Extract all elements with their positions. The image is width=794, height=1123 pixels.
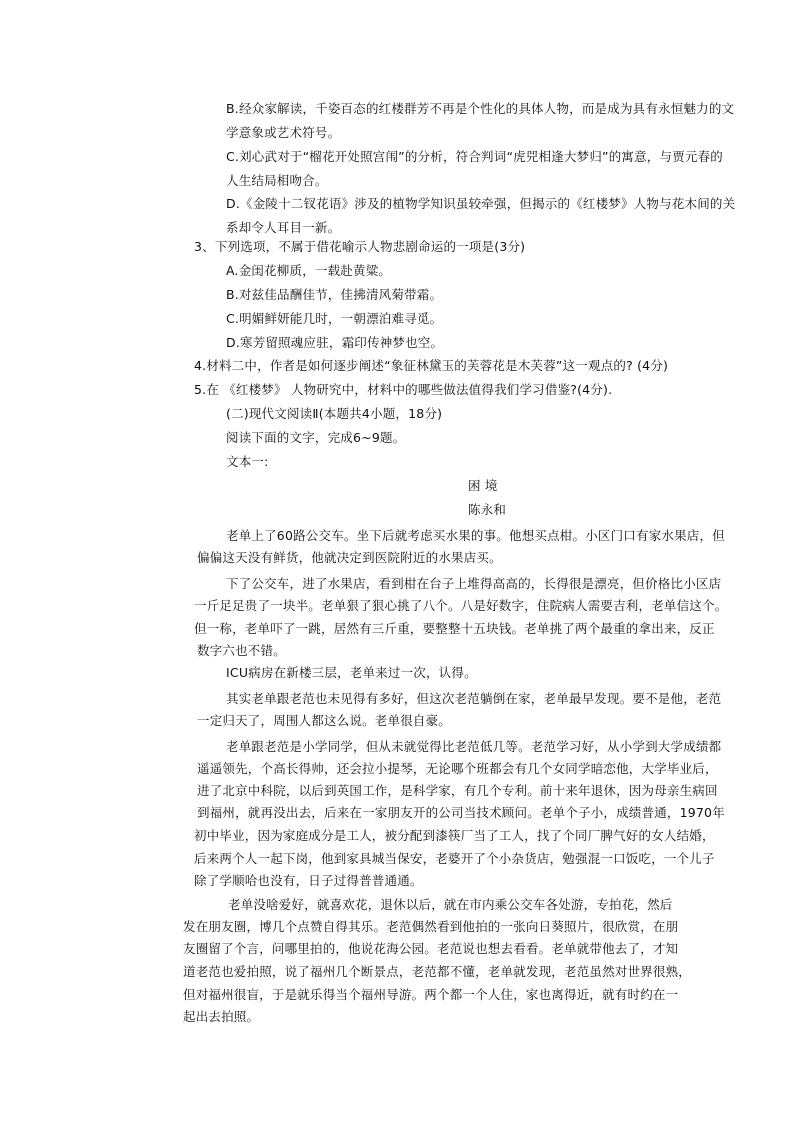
story-paragraph-3: ICU病房在新楼三层，老单来过一次，认得。 (226, 665, 477, 680)
section-heading: (二)现代文阅读Ⅱ(本题共4小题，18分) (226, 406, 443, 421)
story-paragraph-6-line-5: 但对福州很盲，于是就乐得当个福州导游。两个都一个人住，家也离得近，就有时约在一 (183, 987, 679, 1002)
question3-stem: 3、下列选项，不属于借花喻示人物悲剧命运的一项是(3分) (194, 239, 526, 254)
question3-option-c: C.明媚鲜妍能几时，一朝漂泊难寻觅。 (226, 311, 443, 326)
story-paragraph-6-line-4: 道老范也爱拍照，说了福州几个断景点，老范都不懂，老单就发现，老范虽然对世界很熟， (183, 964, 692, 979)
story-paragraph-6-line-1: 老单没啥爱好，就喜欢花，退休以后，就在市内乘公交车各处游，专拍花，然后 (228, 897, 673, 912)
story-paragraph-5-line-1: 老单跟老范是小学同学，但从未就觉得比老范低几等。老范学习好，从小学到大学成绩都 (226, 739, 722, 754)
story-paragraph-2-line-1: 下了公交车，进了水果店，看到柑在台子上堆得高高的，长得很是漂亮，但价格比小区店 (226, 576, 722, 591)
story-paragraph-5-line-5: 初中毕业，因为家庭成分是工人，被分配到漆筷厂当了工人，找了个同厂脾气好的女人结婚， (194, 828, 715, 843)
story-paragraph-1-line-1: 老单上了60路公交车。坐下后就考虑买水果的事。他想买点柑。小区门口有家水果店，但 (226, 528, 725, 543)
question3-option-d: D.寒芳留照魂应驻，霜印传神梦也空。 (226, 335, 444, 350)
question4: 4.材料二中，作者是如何逐步阐述“象征林黛玉的芙蓉花是木芙蓉”这一观点的? (4分) (194, 358, 669, 373)
story-paragraph-6-line-3: 友圈留了个言，问哪里拍的，他说花海公园。老范说也想去看看。老单就带他去了，才知 (183, 941, 679, 956)
story-paragraph-5-line-3: 进了北京中科院，以后到英国工作，是科学家，有几个专利。前十来年退休，因为母亲生病回 (197, 783, 718, 798)
option-b-line1: B.经众家解读，千姿百态的红楼群芳不再是个性化的具体人物，而是成为具有永恒魅力的文 (226, 101, 735, 116)
question3-option-a: A.金闺花柳质，一载赴黄粱。 (226, 263, 392, 278)
question3-option-b: B.对兹佳品酬佳节，佳拂清风菊带霜。 (226, 287, 443, 302)
story-title: 困 境 (468, 478, 498, 493)
option-b-line2: 学意象或艺术符号。 (226, 125, 341, 140)
section-instruction: 阅读下面的文字，完成6~9题。 (226, 430, 406, 445)
story-paragraph-2-line-4: 数字六也不错。 (197, 643, 286, 658)
story-paragraph-5-line-7: 除了学顺哈也没有，日子过得普普通通。 (194, 873, 423, 888)
option-d-line1: D.《金陵十二钗花语》涉及的植物学知识虽较牵强，但揭示的《红楼梦》人物与花木间的关 (226, 196, 736, 211)
story-paragraph-5-line-4: 到福州，就再没出去，后来在一家朋友开的公司当技术顾问。老单个子小，成绩普通，1970年 (197, 805, 725, 820)
story-author: 陈永和 (468, 502, 507, 517)
text-label: 文本一: (226, 454, 269, 469)
option-c-line1: C.刘心武对于“榴花开处照宫闱”的分析，符合判词“虎兕相逢大梦归”的寓意，与贾元春的 (226, 149, 724, 164)
story-paragraph-5-line-6: 后来两个人一起下岗，他到家具城当保安，老婆开了个小杂货店，勉强混一口饭吃，一个儿子 (194, 851, 715, 866)
story-paragraph-6-line-6: 起出去拍照。 (183, 1009, 260, 1024)
story-paragraph-2-line-3: 但一称，老单吓了一跳，居然有三斤重，要整整十五块钱。老单挑了两个最重的拿出来，反正 (194, 621, 715, 636)
story-paragraph-1-line-2: 偏偏这天没有鲜货，他就决定到医院附近的水果店买。 (197, 550, 502, 565)
option-d-line2: 系却令人耳目一新。 (226, 220, 341, 235)
story-paragraph-4-line-1: 其实老单跟老范也未见得有多好，但这次老范躺倒在家，老单最早发现。要不是他，老范 (226, 691, 722, 706)
story-paragraph-5-line-2: 遥遥领先，个高长得帅，还会拉小提琴，无论哪个班都会有几个女同学暗恋他，大学毕业后， (197, 761, 718, 776)
story-paragraph-4-line-2: 一定归天了，周围人都这么说。老单很自豪。 (197, 713, 452, 728)
story-paragraph-2-line-2: 一斤足足贵了一块半。老单狠了狠心挑了八个。八是好数字，住院病人需要吉利，老单信这个。 (194, 598, 728, 613)
story-paragraph-6-line-2: 发在朋友圈，博几个点赞自得其乐。老范偶然看到他拍的一张向日葵照片，很欣赏，在朋 (183, 919, 679, 934)
question5: 5.在 《红楼梦》 人物研究中，材料中的哪些做法值得我们学习借鉴?(4分). (194, 382, 613, 397)
option-c-line2: 人生结局相吻合。 (226, 173, 328, 188)
